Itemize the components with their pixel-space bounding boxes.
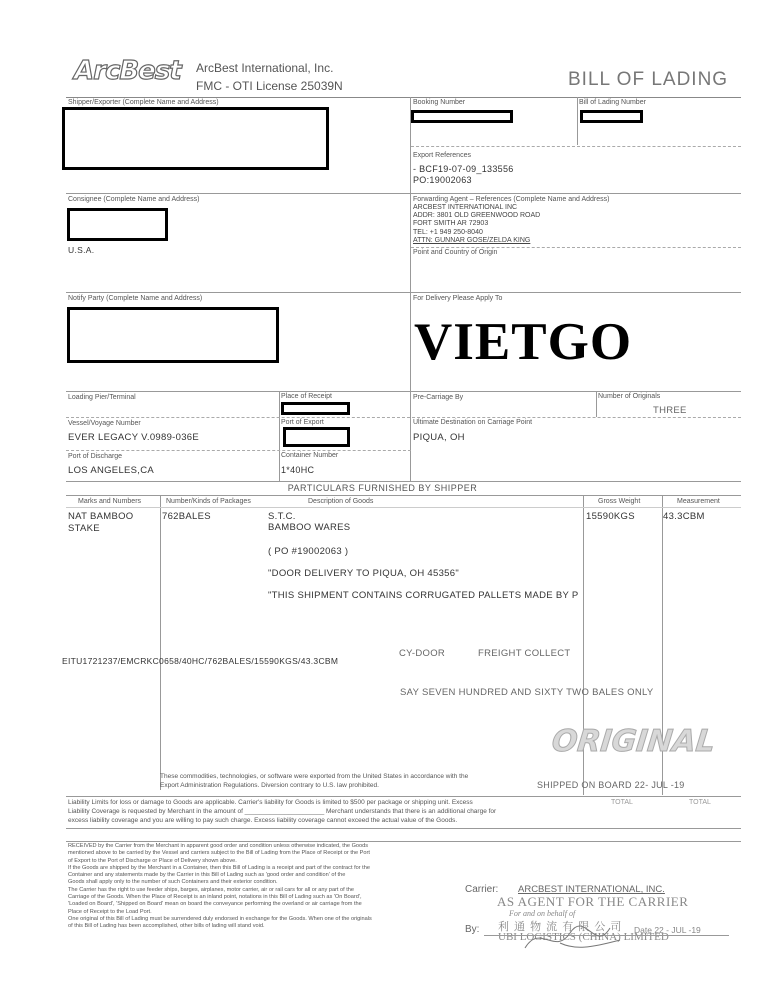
rule bbox=[279, 391, 280, 481]
marks-line-2: STAKE bbox=[68, 523, 100, 534]
place-receipt-redaction bbox=[281, 402, 350, 415]
export-notice: Export Administration Regulations. Diversion contrary to U.S. law prohibited. bbox=[160, 782, 379, 789]
description-line: "THIS SHIPMENT CONTAINS CORRUGATED PALLETS MADE BY P bbox=[268, 590, 579, 601]
consignee-label: Consignee (Complete Name and Address) bbox=[68, 196, 200, 203]
agent-stamp-behalf: For and on behalf of bbox=[509, 909, 576, 918]
rule bbox=[66, 796, 741, 797]
rule bbox=[66, 495, 741, 496]
rule bbox=[411, 247, 741, 248]
vessel-value: EVER LEGACY V.0989-036E bbox=[68, 432, 200, 443]
consignee-redaction bbox=[67, 208, 168, 241]
delivery-agent-name: VIETGO bbox=[414, 313, 633, 371]
num-originals-label: Number of Originals bbox=[598, 393, 661, 400]
forwarding-line: ADDR: 3801 OLD GREENWOOD ROAD bbox=[413, 212, 541, 220]
ultimate-dest-value: PIQUA, OH bbox=[413, 432, 465, 443]
terms-line: RECEIVED by the Carrier from the Merchant in apparent good order and condition unless otherwise indicated, the Goods bbox=[68, 843, 369, 849]
vessel-label: Vessel/Voyage Number bbox=[68, 420, 141, 427]
terms-line: mentioned above to be carried by the Vessel and carriers subject to the Bill of Lading from the Place of Receipt or the Port bbox=[68, 850, 370, 857]
bol-number-label: Bill of Lading Number bbox=[579, 99, 646, 106]
rule bbox=[66, 97, 741, 98]
terms-line: Container and any statements made by the Carrier in this Bill of Lading such as 'good order and condition' of the bbox=[68, 872, 346, 879]
delivery-label: For Delivery Please Apply To bbox=[413, 295, 503, 302]
company-name: ArcBest International, Inc. bbox=[196, 61, 334, 75]
booking-redaction bbox=[411, 110, 513, 123]
description-header: Description of Goods bbox=[308, 498, 374, 505]
document-title: BILL OF LADING bbox=[568, 69, 729, 90]
container-number-label: Container Number bbox=[281, 452, 339, 459]
terms-line: 'Loaded on Board', 'Shipped on Board' mean on board the conveyance performing the overland or air carriage from the bbox=[68, 901, 362, 908]
terms-line: Carriage of the Goods. When the Place of Receipt is an inland point, notations in this Bill of Lading such as 'On Board', bbox=[68, 894, 362, 901]
port-export-label: Port of Export bbox=[281, 419, 324, 426]
gross-weight-value: 15590KGS bbox=[586, 511, 635, 522]
export-refs-label: Export References bbox=[413, 152, 471, 159]
rule bbox=[410, 97, 411, 481]
agent-stamp: AS AGENT FOR THE CARRIER bbox=[497, 894, 689, 909]
arcbest-logo: ArcBest bbox=[74, 56, 181, 86]
forwarding-line: FORT SMITH AR 72903 bbox=[413, 220, 489, 228]
measurement-value: 43.3CBM bbox=[663, 511, 705, 522]
carrier-label: Carrier: bbox=[465, 884, 499, 895]
say-quantity: SAY SEVEN HUNDRED AND SIXTY TWO BALES ONLY bbox=[400, 687, 654, 698]
freight-collect-term: FREIGHT COLLECT bbox=[478, 648, 571, 659]
shipped-on-board-stamp: SHIPPED ON BOARD 22- JUL -19 bbox=[537, 780, 685, 790]
particulars-heading: PARTICULARS FURNISHED BY SHIPPER bbox=[287, 483, 478, 493]
rule bbox=[160, 495, 161, 790]
total-label: TOTAL bbox=[611, 799, 633, 806]
rule bbox=[66, 841, 741, 842]
port-discharge-value: LOS ANGELES,CA bbox=[68, 465, 155, 476]
notify-label: Notify Party (Complete Name and Address) bbox=[68, 295, 203, 302]
rule bbox=[66, 193, 741, 194]
rule bbox=[596, 391, 597, 417]
total-label: TOTAL bbox=[689, 799, 711, 806]
shipper-label: Shipper/Exporter (Complete Name and Address) bbox=[68, 99, 219, 106]
num-originals-value: THREE bbox=[653, 405, 687, 416]
signature-scribble bbox=[520, 918, 630, 958]
terms-line: Place of Receipt to the Load Port. bbox=[68, 908, 152, 915]
forwarding-label: Forwarding Agent – References (Complete Name and Address) bbox=[413, 196, 610, 203]
shipper-redaction bbox=[62, 107, 329, 170]
terms-line: Goods shall apply only to the number of such Containers and their exterior condition. bbox=[68, 879, 278, 886]
container-detail-line: EITU1721237/EMCRKC0658/40HC/762BALES/15590KGS/43.3CBM bbox=[62, 656, 339, 666]
rule bbox=[66, 828, 741, 829]
ultimate-dest-label: Ultimate Destination on Carriage Point bbox=[413, 419, 533, 426]
terms-line: One original of this Bill of Lading must be surrendered duly endorsed in exchange for the Goods. When one of the originals bbox=[68, 915, 372, 922]
marks-header: Marks and Numbers bbox=[78, 498, 142, 505]
terms-line: The Carrier has the right to use feeder ships, barges, airplanes, motor carrier, air or rail cars for all or any part of the bbox=[68, 886, 355, 893]
export-ref-1: - BCF19-07-09_133556 bbox=[413, 164, 514, 174]
port-export-redaction bbox=[283, 427, 350, 447]
pre-carriage-label: Pre-Carriage By bbox=[413, 394, 464, 401]
packages-header: Number/Kinds of Packages bbox=[166, 498, 251, 505]
rule bbox=[66, 450, 411, 451]
company-license: FMC - OTI License 25039N bbox=[196, 79, 343, 93]
terms-line: If the Goods are shipped by the Merchant in a Container, then this Bill of Lading is a receipt and part of the contract for the bbox=[68, 864, 370, 871]
liability-text: excess liability coverage and you are willing to pay such charge. Excess liability coverage cannot exceed the actual value of the Goods. bbox=[68, 817, 458, 824]
rule bbox=[66, 292, 741, 293]
loading-pier-label: Loading Pier/Terminal bbox=[68, 394, 136, 401]
forwarding-line: ATTN: GUNNAR GOSE/ZELDA KING bbox=[413, 236, 531, 244]
terms-line: of this Bill of Lading has been accomplished, other bills of lading will stand void. bbox=[68, 923, 265, 930]
bol-number-redaction bbox=[580, 110, 643, 123]
rule bbox=[66, 417, 741, 418]
rule bbox=[577, 97, 578, 145]
rule bbox=[411, 146, 741, 147]
consignee-country: U.S.A. bbox=[68, 245, 95, 255]
liability-text: Liability Coverage is requested by Merchant in the amount of ______________________ Merchant understands that there is an additional charge for bbox=[68, 808, 497, 815]
rule bbox=[66, 507, 741, 508]
date-stamp: Date 22 - JUL -19 bbox=[634, 925, 701, 935]
marks-line-1: NAT BAMBOO bbox=[68, 511, 134, 522]
packages-value: 762BALES bbox=[162, 511, 211, 522]
rule bbox=[66, 391, 741, 392]
description-line: S.T.C. bbox=[268, 511, 296, 522]
booking-label: Booking Number bbox=[413, 99, 466, 106]
export-ref-2: PO:19002063 bbox=[413, 175, 472, 185]
cy-door-term: CY-DOOR bbox=[399, 648, 446, 659]
forwarding-line: TEL: +1 949 250-8040 bbox=[413, 228, 483, 236]
description-line: BAMBOO WARES bbox=[268, 522, 351, 533]
by-label: By: bbox=[465, 924, 480, 935]
place-receipt-label: Place of Receipt bbox=[281, 393, 332, 400]
export-notice: These commodities, technologies, or software were exported from the United States in accordance with the bbox=[160, 773, 469, 780]
original-stamp: ORIGINAL bbox=[550, 724, 717, 759]
container-number-value: 1*40HC bbox=[281, 465, 315, 475]
description-line: ( PO #19002063 ) bbox=[268, 546, 349, 557]
notify-redaction bbox=[67, 307, 279, 363]
forwarding-line: ARCBEST INTERNATIONAL INC bbox=[413, 204, 518, 211]
measurement-header: Measurement bbox=[677, 498, 720, 505]
liability-text: Liability Limits for loss or damage to Goods are applicable. Carrier's liability for Goods is limited to $500 per package or shipping unit. Excess bbox=[68, 799, 473, 806]
carrier-name: ARCBEST INTERNATIONAL, INC. bbox=[518, 884, 665, 895]
gross-weight-header: Gross Weight bbox=[598, 498, 641, 505]
forwarding-agent-address bbox=[413, 204, 540, 245]
rule bbox=[66, 481, 741, 482]
agent-stamp-company: UBI LOGISTICS (CHINA) LIMITED bbox=[498, 931, 669, 943]
description-line: "DOOR DELIVERY TO PIQUA, OH 45356" bbox=[268, 568, 460, 579]
agent-stamp-chinese: 利 通 物 流 有 限 公 司 bbox=[498, 921, 623, 933]
terms-and-conditions bbox=[68, 843, 460, 931]
point-origin-label: Point and Country of Origin bbox=[413, 249, 498, 256]
port-discharge-label: Port of Discharge bbox=[68, 453, 123, 460]
terms-line: of Export to the Port of Discharge or Place of Delivery shown above. bbox=[68, 857, 237, 864]
